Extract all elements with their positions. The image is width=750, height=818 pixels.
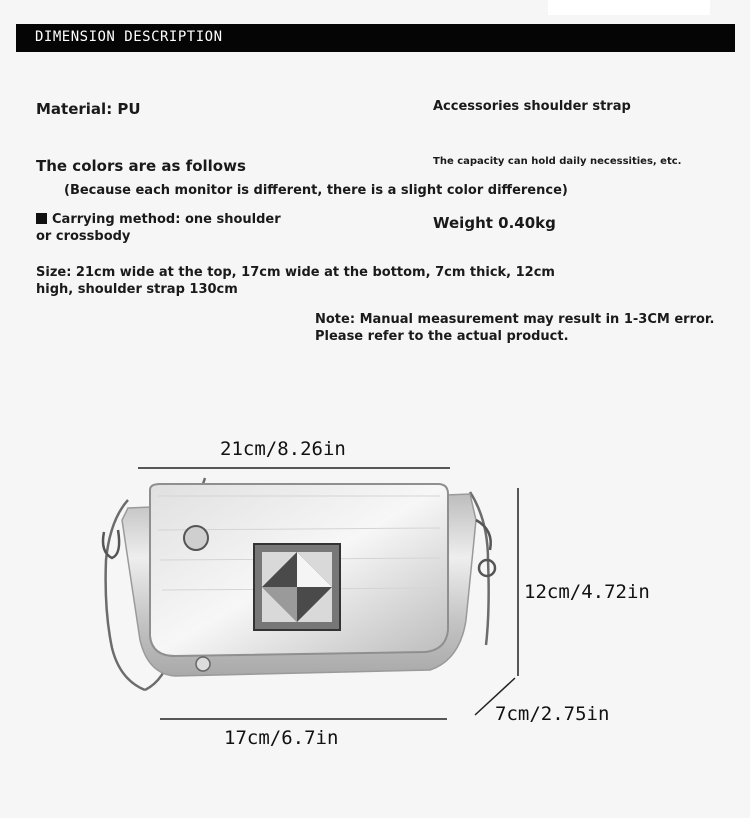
color-note: (Because each monitor is different, there is a slight color difference) bbox=[64, 183, 568, 198]
colors-title: The colors are as follows bbox=[36, 157, 246, 175]
weight-text: Weight 0.40kg bbox=[433, 214, 556, 232]
size-text: Size: 21cm wide at the top, 17cm wide at the bottom, 7cm thick, 12cm high, shoulder strap 130cm bbox=[36, 265, 555, 297]
height-label: 12cm/4.72in bbox=[524, 581, 650, 603]
accessories-text: Accessories shoulder strap bbox=[433, 99, 631, 114]
charm-ball bbox=[184, 526, 208, 550]
capacity-text: The capacity can hold daily necessities, etc. bbox=[433, 156, 682, 167]
charm-drop bbox=[196, 657, 210, 671]
section-title: DIMENSION DESCRIPTION bbox=[35, 29, 223, 45]
bottom-width-label: 17cm/6.7in bbox=[224, 727, 339, 749]
carrying-text: Carrying method: one shoulder or crossbody bbox=[36, 212, 281, 244]
thickness-label: 7cm/2.75in bbox=[495, 703, 610, 725]
top-width-label: 21cm/8.26in bbox=[220, 438, 346, 460]
clasp-lock bbox=[254, 544, 340, 630]
note-text: Note: Manual measurement may result in 1-3CM error. Please refer to the actual product. bbox=[315, 312, 715, 344]
material-text: Material: PU bbox=[36, 100, 141, 118]
